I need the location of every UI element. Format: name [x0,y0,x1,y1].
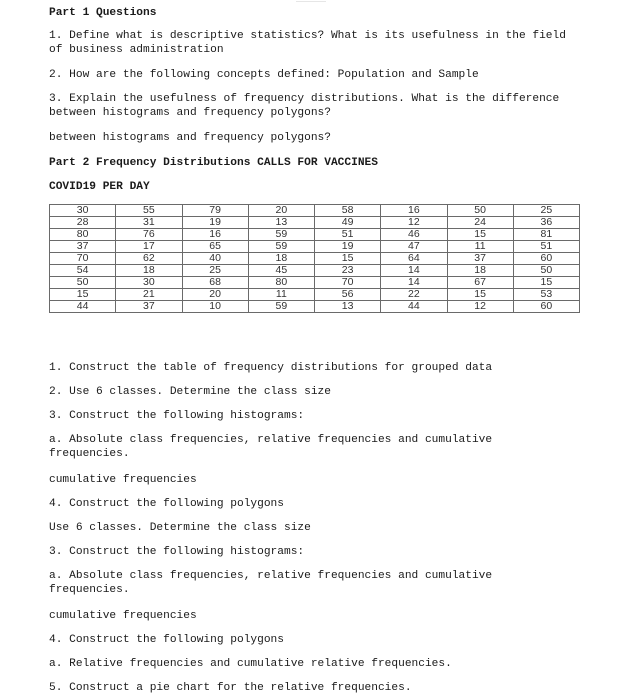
table-cell: 25 [513,205,579,217]
table-row [50,301,580,313]
table-cell: 80 [248,277,314,289]
table-cell: 14 [381,265,447,277]
instruction: a. Absolute class frequencies, relative frequencies and cumulative frequencies. [49,434,499,460]
table-cell: 47 [381,241,447,253]
table-cell: 17 [116,241,182,253]
instruction: a. Absolute class frequencies, relative frequencies and cumulative frequencies. [49,570,499,596]
table-cell: 60 [513,253,579,265]
table-cell: 13 [248,217,314,229]
instruction: 5. Construct a pie chart for the relative frequencies. [49,682,412,694]
table-cell: 44 [50,301,116,313]
table-cell: 20 [182,289,248,301]
instruction: a. Relative frequencies and cumulative relative frequencies. [49,658,452,670]
instruction: Use 6 classes. Determine the class size [49,522,311,534]
table-cell: 70 [50,253,116,265]
table-cell: 20 [248,205,314,217]
table-cell: 11 [447,241,513,253]
table-cell: 37 [50,241,116,253]
table-row [50,277,580,289]
table-cell: 37 [116,301,182,313]
table-cell: 37 [447,253,513,265]
table-cell: 11 [248,289,314,301]
part2-heading: Part 2 Frequency Distributions CALLS FOR VACCINES [49,157,378,169]
table-cell: 15 [447,289,513,301]
table-row [50,253,580,265]
table-cell: 40 [182,253,248,265]
table-cell: 18 [447,265,513,277]
table-cell: 12 [381,217,447,229]
table-cell: 59 [248,241,314,253]
part1-heading: Part 1 Questions [49,7,157,19]
table-cell: 70 [315,277,381,289]
question-1: 1. Define what is descriptive statistics? What is its usefulness in the field of business administration [49,30,573,56]
instruction: 4. Construct the following polygons [49,634,284,646]
table-cell: 55 [116,205,182,217]
table-row [50,229,580,241]
table-row [50,205,580,217]
table-cell: 16 [381,205,447,217]
data-table [49,204,580,313]
table-cell: 10 [182,301,248,313]
table-cell: 31 [116,217,182,229]
table-cell: 46 [381,229,447,241]
table-cell: 59 [248,301,314,313]
table-cell: 15 [447,229,513,241]
table-cell: 36 [513,217,579,229]
table-row [50,289,580,301]
table-row [50,265,580,277]
table-cell: 58 [315,205,381,217]
table-cell: 45 [248,265,314,277]
table-cell: 18 [248,253,314,265]
part2-subheading: COVID19 PER DAY [49,181,150,193]
table-cell: 50 [447,205,513,217]
table-cell: 44 [381,301,447,313]
instruction: cumulative frequencies [49,474,197,486]
table-cell: 51 [315,229,381,241]
table-cell: 62 [116,253,182,265]
table-cell: 22 [381,289,447,301]
table-cell: 12 [447,301,513,313]
table-cell: 67 [447,277,513,289]
table-row [50,217,580,229]
table-cell: 15 [50,289,116,301]
instruction: 1. Construct the table of frequency distributions for grouped data [49,362,493,374]
question-2: 2. How are the following concepts defined: Population and Sample [49,69,479,81]
table-cell: 19 [315,241,381,253]
table-cell: 80 [50,229,116,241]
table-cell: 59 [248,229,314,241]
instruction: cumulative frequencies [49,610,197,622]
table-cell: 28 [50,217,116,229]
instruction: 2. Use 6 classes. Determine the class size [49,386,331,398]
table-cell: 56 [315,289,381,301]
table-cell: 30 [50,205,116,217]
table-cell: 23 [315,265,381,277]
table-cell: 68 [182,277,248,289]
table-cell: 76 [116,229,182,241]
table-cell: 50 [513,265,579,277]
table-cell: 24 [447,217,513,229]
table-cell: 16 [182,229,248,241]
table-cell: 18 [116,265,182,277]
table-cell: 15 [513,277,579,289]
instruction: 4. Construct the following polygons [49,498,284,510]
table-cell: 15 [315,253,381,265]
table-cell: 51 [513,241,579,253]
instruction: 3. Construct the following histograms: [49,410,305,422]
table-cell: 19 [182,217,248,229]
question-3-continuation: between histograms and frequency polygons? [49,132,331,144]
instruction: 3. Construct the following histograms: [49,546,305,558]
table-cell: 50 [50,277,116,289]
table-cell: 81 [513,229,579,241]
table-cell: 25 [182,265,248,277]
table-cell: 13 [315,301,381,313]
table-cell: 65 [182,241,248,253]
table-cell: 21 [116,289,182,301]
table-cell: 54 [50,265,116,277]
table-cell: 14 [381,277,447,289]
table-cell: 49 [315,217,381,229]
question-3: 3. Explain the usefulness of frequency distributions. What is the difference between histograms and frequency polygons? [49,93,566,119]
table-cell: 79 [182,205,248,217]
table-cell: 30 [116,277,182,289]
table-cell: 64 [381,253,447,265]
table-cell: 53 [513,289,579,301]
table-row [50,241,580,253]
table-cell: 60 [513,301,579,313]
